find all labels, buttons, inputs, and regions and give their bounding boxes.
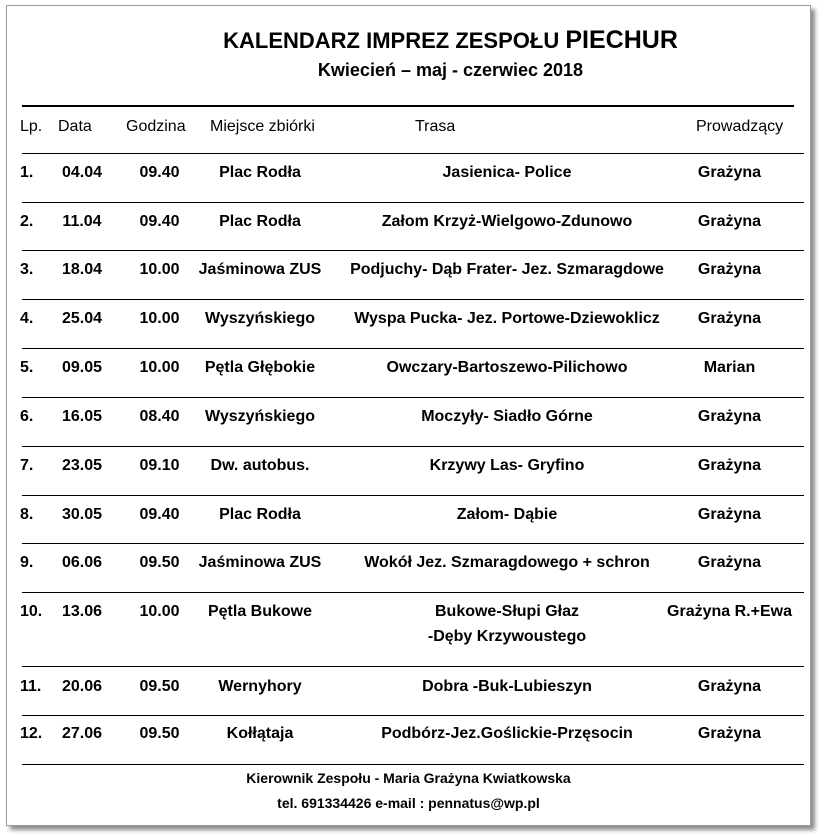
row-divider: [22, 764, 804, 765]
cell-godzina: 10.00: [139, 603, 180, 620]
footer-contact: tel. 691334426 e-mail : pennatus@wp.pl: [277, 795, 540, 811]
header-godzina: Godzina: [126, 118, 186, 135]
cell-prowadzacy: Grażyna: [697, 678, 762, 695]
cell-prowadzacy: Grażyna: [697, 261, 762, 278]
cell-trasa: Wokół Jez. Szmaragdowego + schron: [364, 554, 650, 571]
cell-miejsce: Jaśminowa ZUS: [198, 261, 322, 278]
cell-trasa: Podjuchy- Dąb Frater- Jez. Szmaragdowe: [350, 261, 664, 278]
cell-godzina: 08.40: [139, 408, 180, 425]
cell-trasa: Moczyły- Siadło Górne: [421, 408, 593, 425]
page-title: [49, 26, 825, 55]
cell-prowadzacy: Marian: [703, 359, 756, 376]
row-divider: [22, 250, 804, 251]
cell-lp: 3.: [20, 261, 34, 278]
cell-data: 04.04: [61, 164, 103, 181]
cell-miejsce: Kołłątaja: [226, 725, 294, 742]
row-divider: [22, 715, 804, 716]
cell-godzina: 09.50: [139, 678, 180, 695]
cell-prowadzacy: Grażyna: [697, 164, 762, 181]
title-prefix: KALENDARZ IMPREZ ZESPOŁU: [223, 28, 560, 53]
cell-prowadzacy: Grażyna: [697, 554, 762, 571]
cell-data: 30.05: [61, 506, 103, 523]
header-miejsce: Miejsce zbiórki: [210, 118, 315, 135]
cell-godzina: 09.50: [139, 554, 180, 571]
row-divider: [22, 495, 804, 496]
top-divider: [22, 105, 794, 107]
cell-miejsce: Dw. autobus.: [210, 457, 310, 474]
cell-godzina: 09.40: [139, 164, 180, 181]
cell-prowadzacy: Grażyna: [697, 310, 762, 327]
cell-trasa: Bukowe-Słupi Głaz: [434, 603, 579, 620]
cell-data: 06.06: [61, 554, 103, 571]
cell-miejsce: Wyszyńskiego: [205, 310, 315, 327]
header-trasa: Trasa: [415, 118, 456, 135]
cell-data: 18.04: [61, 261, 103, 278]
cell-prowadzacy: Grażyna: [697, 408, 762, 425]
cell-godzina: 09.40: [139, 213, 180, 230]
header-prowadzacy: Prowadzący: [696, 118, 784, 135]
cell-godzina: 10.00: [139, 359, 180, 376]
cell-data: 11.04: [62, 213, 102, 230]
row-divider: [22, 202, 804, 203]
cell-prowadzacy: Grażyna R.+Ewa: [667, 603, 792, 620]
cell-trasa: Dobra -Buk-Lubieszyn: [422, 678, 592, 695]
cell-miejsce: Plac Rodła: [219, 164, 301, 181]
cell-trasa: Załom- Dąbie: [456, 506, 558, 523]
cell-trasa: Owczary-Bartoszewo-Pilichowo: [386, 359, 628, 376]
cell-data: 16.05: [61, 408, 103, 425]
cell-lp: 8.: [20, 506, 34, 523]
row-divider: [22, 299, 804, 300]
cell-godzina: 10.00: [139, 310, 180, 327]
cell-lp: 9.: [20, 554, 34, 571]
cell-prowadzacy: Grażyna: [697, 457, 762, 474]
cell-trasa: Podbórz-Jez.Goślickie-Przęsocin: [381, 725, 633, 742]
cell-godzina: 09.40: [139, 506, 180, 523]
cell-godzina: 10.00: [139, 261, 180, 278]
cell-lp: 1.: [20, 164, 34, 181]
cell-lp: 7.: [20, 457, 34, 474]
row-divider: [22, 666, 804, 667]
cell-godzina: 09.10: [139, 457, 180, 474]
cell-prowadzacy: Grażyna: [697, 725, 762, 742]
cell-lp: 6.: [20, 408, 34, 425]
footer-manager: Kierownik Zespołu - Maria Grażyna Kwiatkowska: [246, 770, 571, 786]
cell-miejsce: Jaśminowa ZUS: [198, 554, 322, 571]
header-lp: Lp.: [20, 118, 43, 135]
header-data: Data: [58, 118, 92, 135]
cell-trasa: Wyspa Pucka- Jez. Portowe-Dziewoklicz: [354, 310, 660, 327]
cell-prowadzacy: Grażyna: [697, 213, 762, 230]
cell-godzina: 09.50: [139, 725, 180, 742]
cell-trasa: Krzywy Las- Gryfino: [429, 457, 585, 474]
cell-lp: 5.: [20, 359, 34, 376]
row-divider: [22, 543, 804, 544]
page-subtitle: Kwiecień – maj - czerwiec 2018: [317, 60, 584, 80]
cell-miejsce: Pętla Bukowe: [207, 603, 313, 620]
cell-miejsce: Plac Rodła: [219, 506, 301, 523]
cell-data: 25.04: [61, 310, 103, 327]
cell-lp: 11.: [20, 678, 42, 695]
cell-prowadzacy: Grażyna: [697, 506, 762, 523]
row-divider: [22, 153, 804, 154]
cell-miejsce: Pętla Głębokie: [204, 359, 316, 376]
team-name: PIECHUR: [565, 26, 678, 54]
row-divider: [22, 348, 804, 349]
cell-lp: 10.: [20, 603, 43, 620]
cell-data: 09.05: [61, 359, 103, 376]
row-divider: [22, 446, 804, 447]
row-divider: [22, 592, 804, 593]
cell-data: 13.06: [61, 603, 103, 620]
cell-trasa-continued: -Dęby Krzywoustego: [427, 628, 587, 645]
cell-miejsce: Wernyhory: [218, 678, 302, 695]
cell-data: 23.05: [61, 457, 103, 474]
cell-lp: 2.: [20, 213, 34, 230]
cell-trasa: Załom Krzyż-Wielgowo-Zdunowo: [381, 213, 633, 230]
cell-data: 20.06: [61, 678, 103, 695]
cell-miejsce: Plac Rodła: [219, 213, 301, 230]
row-divider: [22, 397, 804, 398]
cell-miejsce: Wyszyńskiego: [205, 408, 315, 425]
cell-lp: 12.: [20, 725, 43, 742]
cell-data: 27.06: [61, 725, 103, 742]
cell-lp: 4.: [20, 310, 34, 327]
document-frame: [6, 5, 811, 826]
cell-trasa: Jasienica- Police: [442, 164, 572, 181]
